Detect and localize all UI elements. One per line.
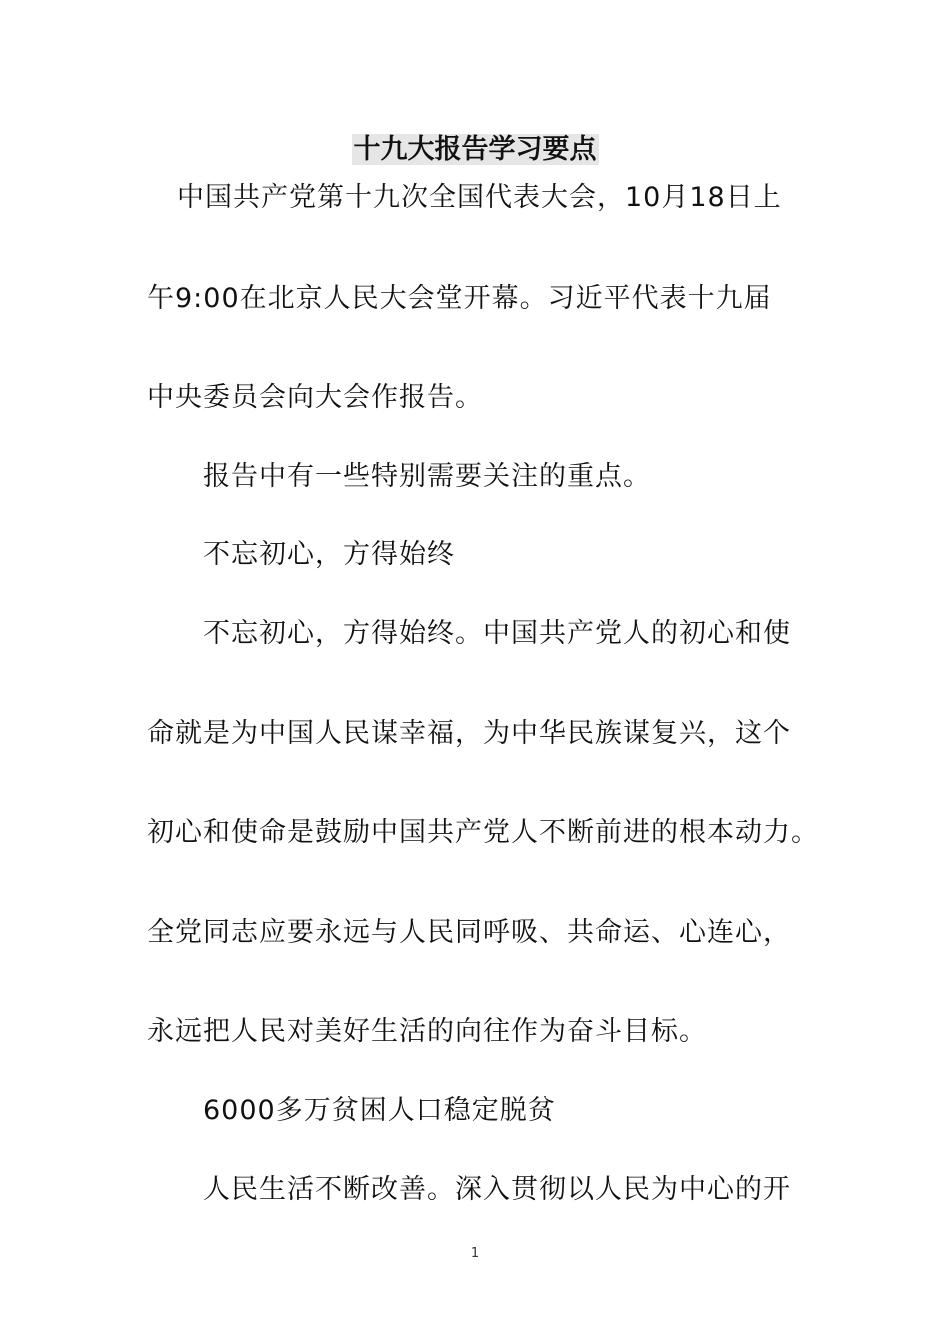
paragraph-line: 初心和使命是鼓励中国共产党人不断前进的根本动力。 (147, 817, 819, 848)
paragraph-line: 报告中有一些特别需要关注的重点。 (203, 461, 651, 492)
paragraph-line: 全党同志应要永远与人民同呼吸、共命运、心连心， (147, 917, 791, 948)
paragraph-line: 命就是为中国人民谋幸福，为中华民族谋复兴，这个 (147, 718, 791, 749)
paragraph-line: 永远把人民对美好生活的向往作为奋斗目标。 (147, 1016, 707, 1047)
section-heading: 不忘初心，方得始终 (203, 539, 455, 570)
document-title (0, 130, 950, 170)
paragraph-line: 中国共产党第十九次全国代表大会，10月18日上 (177, 182, 782, 213)
document-title-text: 十九大报告学习要点 (353, 134, 597, 165)
paragraph-line: 中央委员会向大会作报告。 (147, 382, 483, 413)
paragraph-line: 不忘初心，方得始终。中国共产党人的初心和使 (203, 618, 791, 649)
section-heading: 6000多万贫困人口稳定脱贫 (203, 1095, 556, 1126)
paragraph-line: 人民生活不断改善。深入贯彻以人民为中心的开 (203, 1174, 791, 1205)
page-number: 1 (470, 1246, 480, 1261)
paragraph-line: 午9:00在北京人民大会堂开幕。习近平代表十九届 (147, 283, 772, 314)
